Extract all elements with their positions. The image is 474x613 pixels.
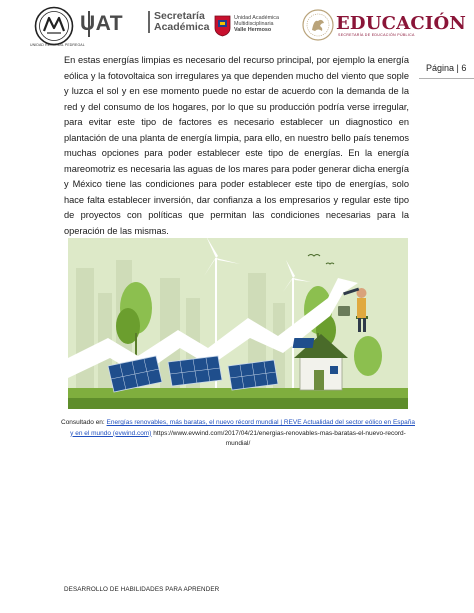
uat-logo: UAT (80, 12, 124, 35)
secretaria-academica-logo (148, 11, 209, 33)
page-number: Página | 6 (426, 63, 467, 73)
educacion-logo: EDUCACIÓN (336, 13, 466, 34)
eagle-seal-icon (302, 9, 334, 41)
page-number-rule (419, 78, 474, 79)
university-seal-icon (34, 6, 74, 46)
sep-subtitle: SECRETARÍA DE EDUCACIÓN PÚBLICA (338, 33, 415, 37)
caption-url: https://www.evwind.com/2017/04/21/energias-renovables-mas-baratas-el-nuevo-record-mundial/ (151, 429, 406, 447)
page-header (0, 0, 474, 50)
page-footer: DESARROLLO DE HABILIDADES PARA APRENDER (64, 586, 220, 593)
uam-name (234, 15, 279, 33)
uam-line-2: Multidisciplinaria (234, 21, 274, 27)
renewable-energy-illustration (68, 238, 408, 409)
caption-prefix: Consultado en: (61, 419, 107, 426)
secretaria-line-2: Académica (154, 21, 210, 33)
seal-caption: UNIDAD REGIONAL PEDREGAL (30, 43, 85, 47)
caption-source-link[interactable]: Energías renovables, más baratas, el nuevo récord mundial | REVE Actualidad del sector eólico en España y en el mundo (evwind.com) (70, 419, 415, 437)
body-paragraph: En estas energías limpias es necesario del recurso principal, por ejemplo la energía eólica y la fotovoltaica son irregulares ya que dependen mucho del viento que sople y luzca el sol y en ese momento puede no estar de acuerdo con la demanda de la red y del consumo de los hogares, por lo que su producción podría verse irregular, para evitar este tipo de factores es necesario establecer un diagnostico en plantación de una planta de energía limpia, para ello, en nuestro bello país tenemos muchas opciones para poder establecer este tipo de energías. En la energía mareomotriz es necesaria las aguas de los mares para poder generar dicha energía y México tiene las condiciones para poder establecer este tipo de energías, solo hace falta establecer inversión, dar confianza a los empresarios y regular este tipo de proyectos con políticas que permitan las condiciones necesarias para la operación de las mismas. (64, 55, 409, 236)
uam-line-3: Valle Hermoso (234, 27, 272, 33)
image-caption (60, 418, 416, 450)
uam-line-1: Unidad Académica (234, 15, 279, 21)
uam-crest-icon (214, 15, 231, 37)
secretaria-line-1: Secretaría (154, 10, 205, 22)
